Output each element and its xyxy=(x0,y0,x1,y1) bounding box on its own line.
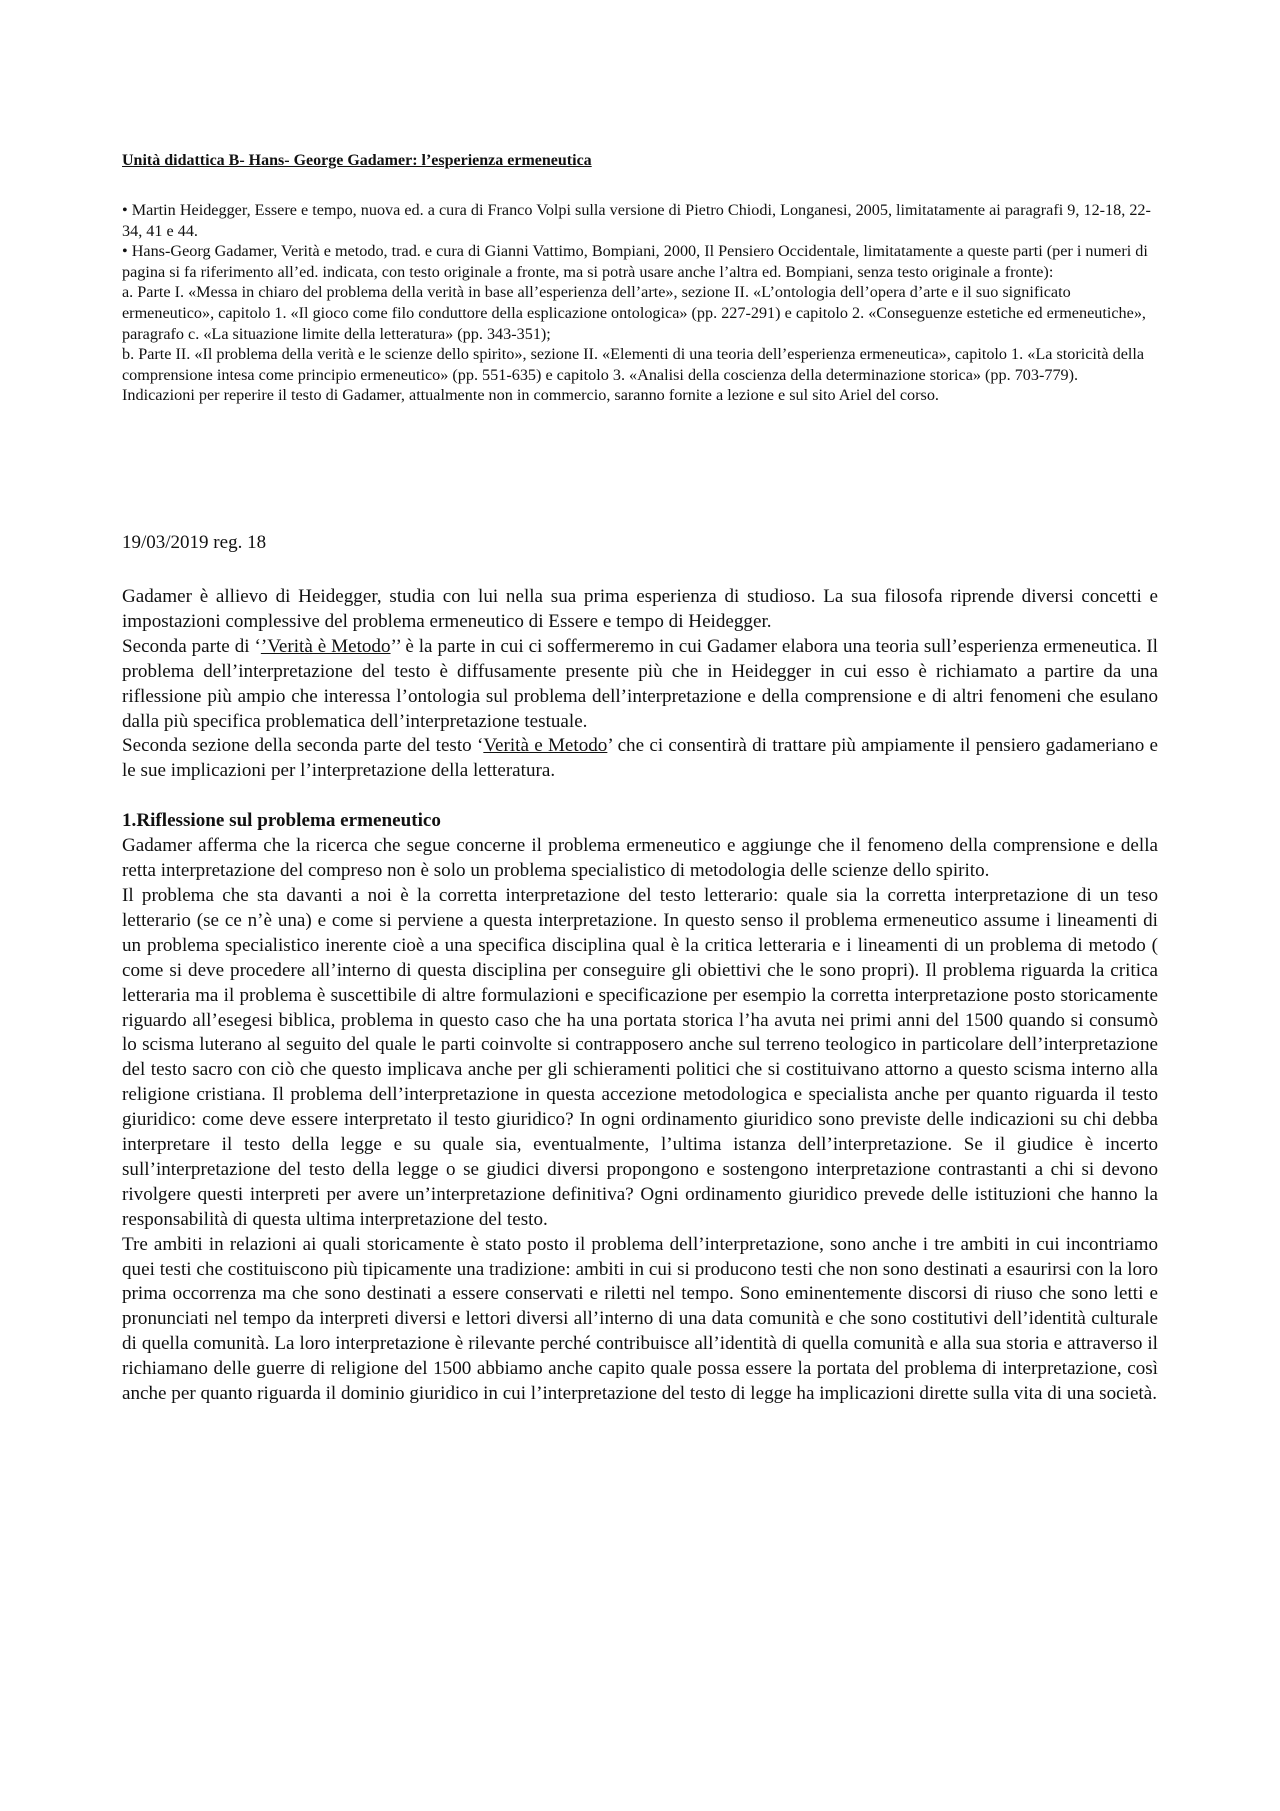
section-paragraph: Il problema che sta davanti a noi è la corretta interpretazione del testo letterario: quale sia la corretta interpretazione di un teso letterario (se ce n’è una) e come si perviene a questa interpretazione. In questo senso il problema ermeneutico assume i lineamenti di un problema specialistico inerente cioè a una specifica disciplina qual è la critica letteraria e i lineamenti di un problema di metodo ( come si deve procedere all’interno di questa disciplina per conseguire gli obiettivi che le sono propri). Il problema riguarda la critica letteraria ma il problema è suscettibile di altre formulazioni e specificazione per esempio la corretta interpretazione posto storicamente riguardo all’esegesi biblica, problema in questo caso che ha una portata storica l’ha avuta nei primi anni del 1500 quando si consumò lo scisma luterano al seguito del quale le parti coinvolte si contrapposero anche sul terreno teologico in particolare dell’interpretazione del testo sacro con ciò che questo implicava anche per gli schieramenti politici che si costituivano attorno a questo scisma interno alla religione cristiana. Il problema dell’interpretazione in questa accezione metodologica e specialista anche per quanto riguarda il testo giuridico: come deve essere interpretato il testo giuridico? In ogni ordinamento giuridico sono previste delle indicazioni su chi debba interpretare il testo della legge e su quale sia, eventualmente, l’ultima istanza dell’interpretazione. Se il giudice è incerto sull’interpretazione del testo della legge o se giudici diversi propongono e sostengono interpretazione contrastanti a chi si devono rivolgere questi interpreti per avere un’interpretazione definitiva? Ogni ordinamento giuridico prevede delle istituzioni che hanno la responsabilità di questa ultima interpretazione del testo. xyxy=(122,884,1158,1230)
section-heading: 1.Riflessione sul problema ermeneutico xyxy=(122,810,441,832)
work-title-underlined: ’Verità è Metodo xyxy=(260,635,391,657)
intro-paragraph: Seconda sezione della seconda parte del testo ‘Verità e Metodo’ che ci consentirà di trattare più ampiamente il pensiero gadameriano e le sue implicazioni per l’interpretazione della letteratura. xyxy=(122,735,1159,782)
lesson-body xyxy=(122,585,1158,1407)
bibliography-entry: • Martin Heidegger, Essere e tempo, nuova ed. a cura di Franco Volpi sulla versione di Pietro Chiodi, Longanesi, 2005, limitatamente ai paragrafi 9, 12-18, 22-34, 41 e 44. xyxy=(122,201,1151,240)
work-title-underlined: Verità e Metodo xyxy=(483,735,608,757)
intro-paragraph: Seconda parte di ‘’Verità è Metodo’’ è la parte in cui ci soffermeremo in cui Gadamer elabora una teoria sull’esperienza ermeneutica. Il problema dell’interpretazione del testo è diffusamente presente più che in Heidegger in cui esso è richiamato a partire da una riflessione più ampio che interessa l’ontologia sul problema dell’interpretazione e della comprensione e di altri fenomeni che esulano dalla più specifica problematica dell’interpretazione testuale. xyxy=(122,635,1158,732)
bibliography-entry: • Hans-Georg Gadamer, Verità e metodo, trad. e cura di Gianni Vattimo, Bompiani, 2000, Il Pensiero Occidentale, limitatamente a queste parti (per i numeri di pagina si fa riferimento all’ed. indicata, con testo originale a fronte, ma si potrà usare anche l’altra ed. Bompiani, senza testo originale a fronte): xyxy=(122,242,1148,281)
section-paragraph: Tre ambiti in relazioni ai quali storicamente è stato posto il problema dell’interpretazione, sono anche i tre ambiti in cui incontriamo quei testi che costituiscono più tipicamente una tradizione: ambiti in cui si producono testi che non sono destinati a esaurirsi con la loro prima occorrenza ma che sono destinati a essere conservati e riletti nel tempo. Sono eminentemente discorsi di riuso che sono letti e pronunciati nel tempo da interpreti diversi e lettori diversi all’interno di una data comunità e che sono costitutivi dell’identità culturale di quella comunità. La loro interpretazione è rilevante perché contribuisce all’identità di quella comunità e alla sua storia e attraverso il richiamano delle guerre di religione del 1500 abbiamo anche capito quale possa essere la portata del problema di interpretazione, così anche per quanto riguarda il dominio giuridico in cui l’interpretazione del testo di legge ha implicazioni dirette sulla vita di una società. xyxy=(122,1233,1158,1405)
section-paragraph: Gadamer afferma che la ricerca che segue concerne il problema ermeneutico e aggiunge che il fenomeno della comprensione e della retta interpretazione del compreso non è solo un problema specialistico di metodologia delle scienze dello spirito. xyxy=(122,835,1158,882)
bibliography-note: Indicazioni per reperire il testo di Gadamer, attualmente non in commercio, saranno fornite a lezione e sul sito Ariel del corso. xyxy=(122,386,939,405)
bibliography-entry: a. Parte I. «Messa in chiaro del problema della verità in base all’esperienza dell’arte», sezione II. «L’ontologia dell’opera d’arte e il suo significato ermeneutico», capitolo 1. «Il gioco come filo conduttore della esplicazione ontologica» (pp. 227-291) e capitolo 2. «Conseguenze estetiche ed ermeneutiche», paragrafo c. «La situazione limite della letteratura» (pp. 343-351); xyxy=(122,283,1146,343)
unit-title: Unità didattica B- Hans- George Gadamer: l’esperienza ermeneutica xyxy=(122,152,592,169)
lesson-date: 19/03/2019 reg. 18 xyxy=(122,532,267,553)
intro-paragraph: Gadamer è allievo di Heidegger, studia con lui nella sua prima esperienza di studioso. La sua filosofa riprende diversi concetti e impostazioni complessive del problema ermeneutico di Essere e tempo di Heidegger. xyxy=(122,586,1158,632)
bibliography-entry: b. Parte II. «Il problema della verità e le scienze dello spirito», sezione II. «Elementi di una teoria dell’esperienza ermeneutica», capitolo 1. «La storicità della comprensione intesa come principio ermeneutico» (pp. 551-635) e capitolo 3. «Analisi della coscienza della determinazione storica» (pp. 703-779). xyxy=(122,345,1145,384)
bibliography xyxy=(122,200,1158,406)
